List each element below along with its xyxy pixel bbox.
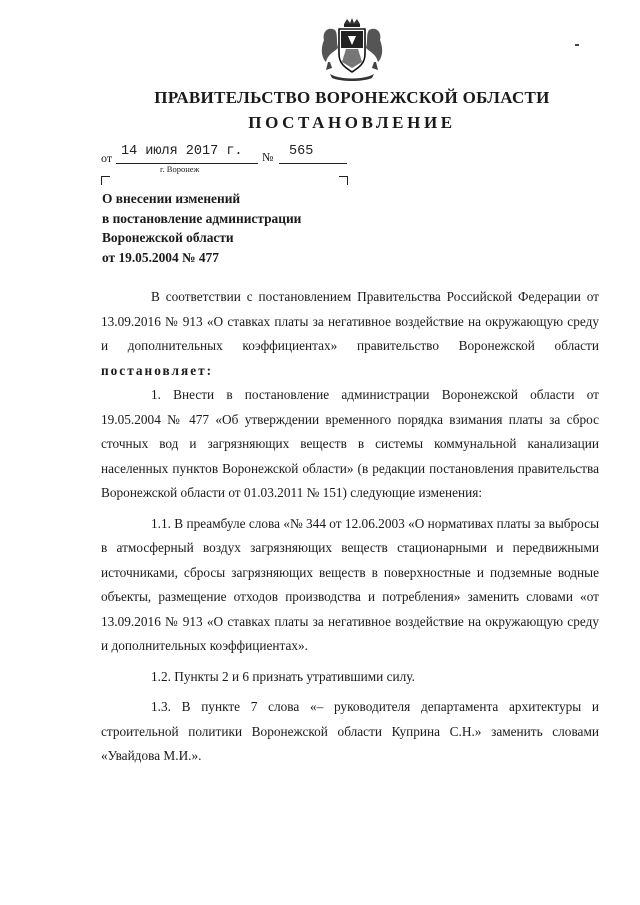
number-prefix: №	[262, 150, 274, 164]
subject-bracket-left	[101, 176, 110, 185]
city: г. Воронеж	[160, 164, 200, 174]
coat-of-arms-icon	[318, 18, 386, 82]
document-type: ПОСТАНОВЛЕНИЕ	[248, 113, 456, 132]
document-body	[101, 285, 599, 769]
subject-line: Воронежской области	[102, 230, 234, 245]
document-date: 14 июля 2017 г.	[121, 144, 243, 159]
subject-line: О внесении изменений	[102, 191, 241, 206]
resolves-colon: :	[206, 362, 212, 378]
subject-line: в постановление администрации	[102, 210, 302, 226]
item-1: 1. Внести в постановление администрации Воронежской области от 19.05.2004 № 477 «Об утверждении временного порядка взимания платы за сброс сточных вод и загрязняющих веществ в системы коммунальной канализации населенных пунктов Воронежской области» (в редакции постановления правительства Воронежской области от 01.03.2011 № 151) следующие изменения:	[101, 387, 599, 500]
preamble-text: В соответствии с постановлением Правительства Российской Федерации от 13.09.2016 № 913 «О ставках платы за негативное воздействие на окружающую среду и дополнительных коэффициентах» правительство Воронежской области	[101, 289, 599, 353]
government-title: ПРАВИТЕЛЬСТВО ВОРОНЕЖСКОЙ ОБЛАСТИ	[154, 88, 550, 107]
subject-line: от 19.05.2004 № 477	[102, 249, 219, 265]
number-underline	[279, 162, 347, 164]
scan-mark	[575, 44, 579, 46]
resolves-keyword: постановляет	[101, 362, 207, 378]
subject-block	[102, 189, 362, 267]
item-1-3: 1.3. В пункте 7 слова «– руководителя департамента архитектуры и строительной политики Воронежской области Куприна С.Н.» заменить словами «Увайдова М.И.».	[101, 699, 599, 763]
subject-bracket-right	[339, 176, 348, 185]
date-prefix: от	[101, 151, 113, 165]
item-1-1: 1.1. В преамбуле слова «№ 344 от 12.06.2003 «О нормативах платы за выбросы в атмосферный воздух загрязняющих веществ стационарными и передвижными источниками, сбросы загрязняющих веществ в поверхностные и подземные водные объекты, размещение отходов производства и потребления» заменить словами «от 13.09.2016 № 913 «О ставках платы за негативное воздействие на окружающую среду и дополнительных коэффициентах».	[101, 515, 599, 653]
date-number-row	[101, 140, 361, 166]
document-number: 565	[289, 144, 314, 159]
preamble-paragraph	[101, 285, 599, 383]
item-1-2: 1.2. Пункты 2 и 6 признать утратившими силу.	[151, 668, 415, 684]
